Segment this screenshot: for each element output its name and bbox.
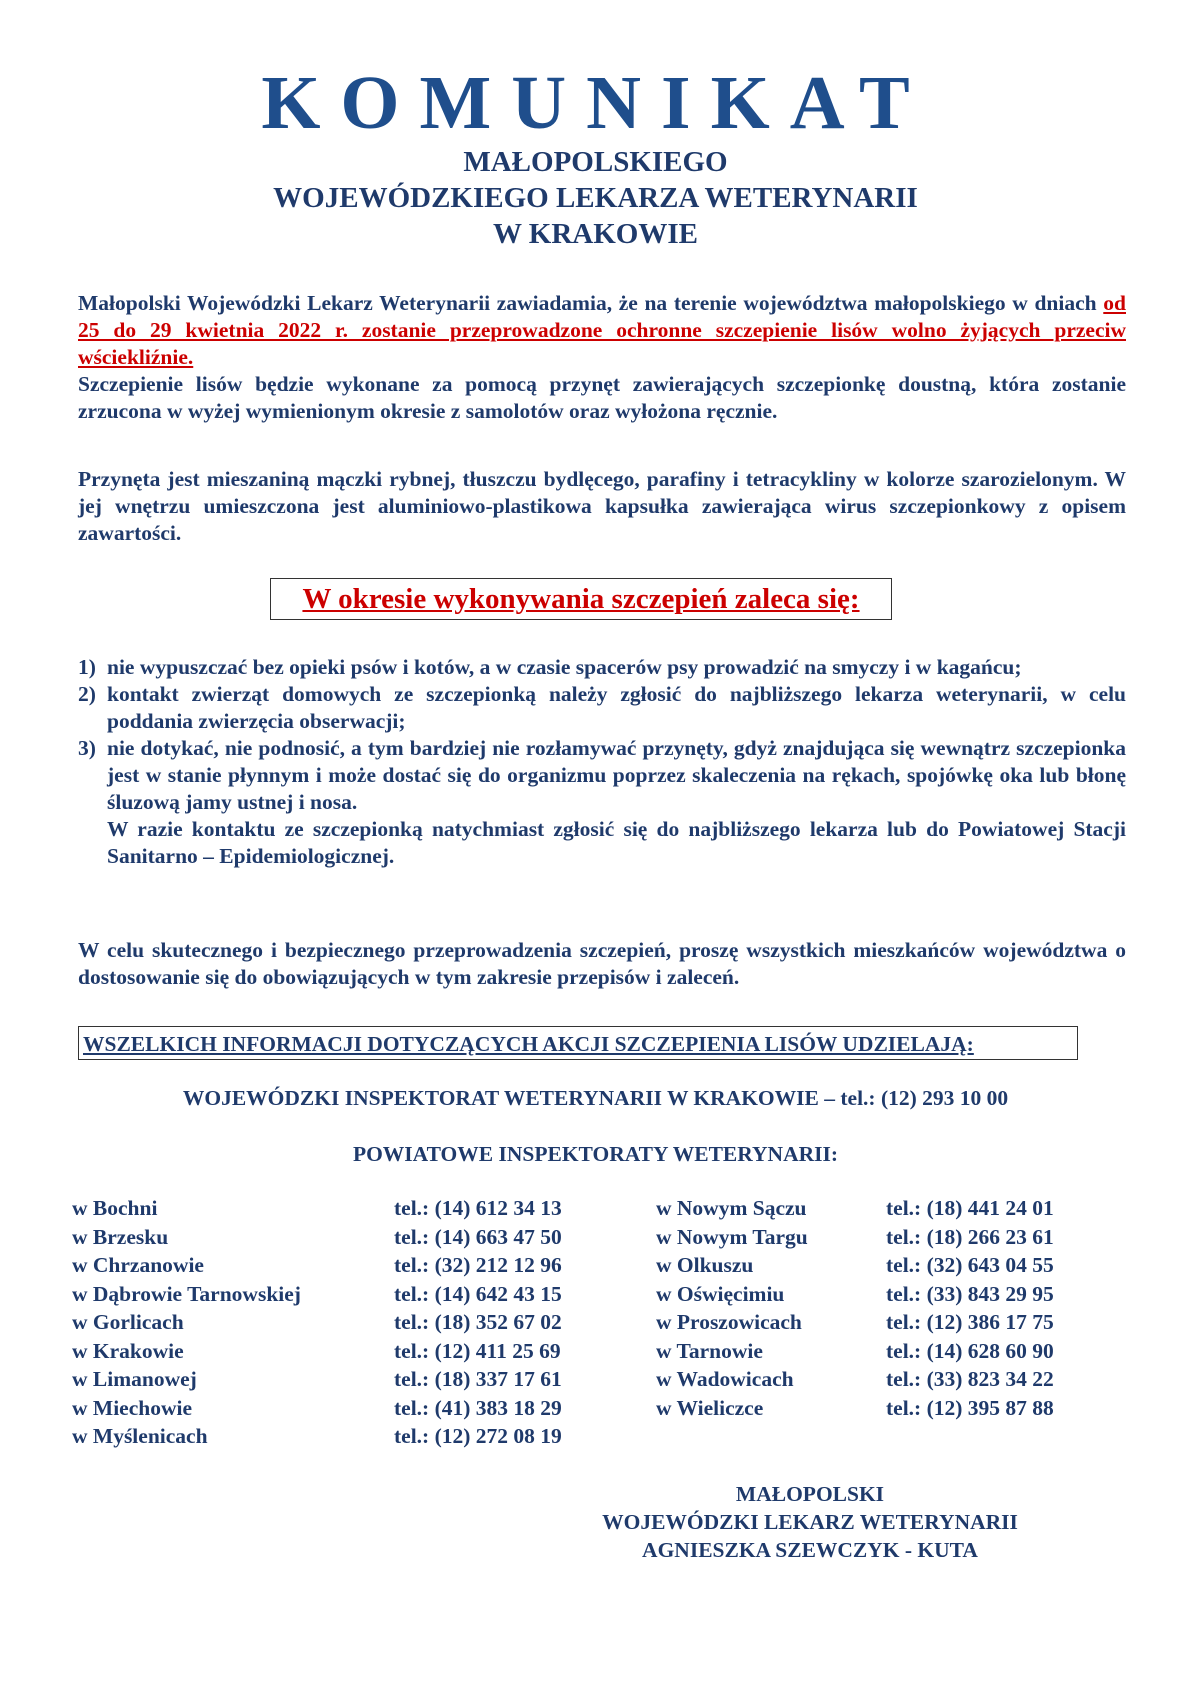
office-row: w Wadowicach tel.: (33) 823 34 22 [656, 1367, 1054, 1391]
office-row: w Gorlicach tel.: (18) 352 67 02 [72, 1310, 562, 1334]
list-item: 3) nie dotykać, nie podnosić, a tym bardziej nie rozłamywać przynęty, gdyż znajdująca się wewnątrz szczepionka jest w stanie płynnym i może dostać się do organizmu poprzez skaleczenia na rękach, spojówkę oka lub błonę śluzową jamy ustnej i nosa. W razie kontaktu ze szczepionką natychmiast zgłosić się do najbliższego lekarza lub do Powiatowej Stacji Sanitarno – Epidemiologicznej. [78, 736, 1126, 868]
subtitle-line-2: WOJEWÓDZKIEGO LEKARZA WETERYNARII [273, 182, 918, 214]
office-row: w Olkuszu tel.: (32) 643 04 55 [656, 1253, 1054, 1277]
office-row: w Myślenicach tel.: (12) 272 08 19 [72, 1424, 562, 1448]
office-row: w Wieliczce tel.: (12) 395 87 88 [656, 1395, 1054, 1420]
office-row: w Brzesku tel.: (14) 663 47 50 [72, 1224, 562, 1249]
subtitle-line-1: MAŁOPOLSKIEGO [463, 146, 728, 178]
page-title: KOMUNIKAT [261, 61, 930, 145]
office-row: w Miechowie tel.: (41) 383 18 29 [72, 1395, 562, 1420]
signature-block [580, 1480, 1040, 1564]
vaccination-dates-highlight: od 25 do 29 kwietnia 2022 r. zostanie przeprowadzone ochronne szczepienie lisów wolno żyjących przeciw wściekliźnie. [78, 291, 1126, 369]
intro-text: Małopolski Wojewódzki Lekarz Weterynarii zawiadamia, że na terenie województwa małopolskiego w dniach [78, 291, 1104, 315]
intro-paragraph [78, 290, 1126, 371]
recommendations-list [78, 654, 1126, 870]
method-paragraph: Szczepienie lisów będzie wykonane za pomocą przynęt zawierających szczepionkę doustną, która zostanie zrzucona w wyżej wymienionym okresie z samolotów oraz wyłożona ręcznie. [78, 372, 1126, 423]
bait-paragraph: Przynęta jest mieszaniną mączki rybnej, tłuszczu bydlęcego, parafiny i tetracykliny w kolorze szarozielonym. W jej wnętrzu umieszczona jest aluminiowo-plastikowa kapsułka zawierająca wirus szczepionkowy z opisem zawartości. [78, 467, 1126, 545]
contact-note: W razie kontaktu ze szczepionką natychmiast zgłosić się do najbliższego lekarza lub do Powiatowej Stacji Sanitarno – Epidemiologicznej. [107, 817, 1126, 868]
office-row: w Proszowicach tel.: (12) 386 17 75 [656, 1310, 1054, 1334]
subtitle-line-3: W KRAKOWIE [493, 218, 698, 250]
list-item: 1) nie wypuszczać bez opieki psów i kotów, a w czasie spacerów psy prowadzić na smyczy i w kagańcu; [78, 655, 1022, 679]
office-row: w Chrzanowie tel.: (32) 212 12 96 [72, 1253, 562, 1277]
offices-right-column [656, 1194, 1054, 1422]
signature-line-1: MAŁOPOLSKI [735, 1482, 885, 1506]
office-row: w Bochni tel.: (14) 612 34 13 [72, 1196, 562, 1220]
recommendations-heading: W okresie wykonywania szczepień zaleca się: [270, 578, 892, 620]
office-row: w Limanowej tel.: (18) 337 17 61 [72, 1367, 562, 1391]
list-item: 2) kontakt zwierząt domowych ze szczepionką należy zgłosić do najbliższego lekarza weterynarii, w celu poddania zwierzęcia obserwacji; [78, 682, 1126, 733]
office-row: w Tarnowie tel.: (14) 628 60 90 [656, 1338, 1054, 1363]
closing-paragraph: W celu skutecznego i bezpiecznego przeprowadzenia szczepień, proszę wszystkich mieszkańców województwa o dostosowanie się do obowiązujących w tym zakresie przepisów i zaleceń. [78, 938, 1126, 989]
office-row: w Nowym Sączu tel.: (18) 441 24 01 [656, 1196, 1054, 1220]
district-heading: POWIATOWE INSPEKTORATY WETERYNARII: [352, 1142, 839, 1166]
signature-line-2: WOJEWÓDZKI LEKARZ WETERYNARII [602, 1510, 1018, 1534]
office-row: w Nowym Targu tel.: (18) 266 23 61 [656, 1224, 1054, 1249]
info-heading: WSZELKICH INFORMACJI DOTYCZĄCYCH AKCJI SZCZEPIENIA LISÓW UDZIELAJĄ: [78, 1026, 1078, 1060]
office-row: w Oświęcimiu tel.: (33) 843 29 95 [656, 1281, 1054, 1306]
offices-left-column [72, 1194, 562, 1451]
voivodeship-office: WOJEWÓDZKI INSPEKTORAT WETERYNARII W KRAKOWIE – tel.: (12) 293 10 00 [182, 1086, 1009, 1110]
office-row: w Dąbrowie Tarnowskiej tel.: (14) 642 43 15 [72, 1281, 562, 1306]
office-row: w Krakowie tel.: (12) 411 25 69 [72, 1338, 561, 1363]
signature-line-3: AGNIESZKA SZEWCZYK - KUTA [642, 1538, 978, 1562]
